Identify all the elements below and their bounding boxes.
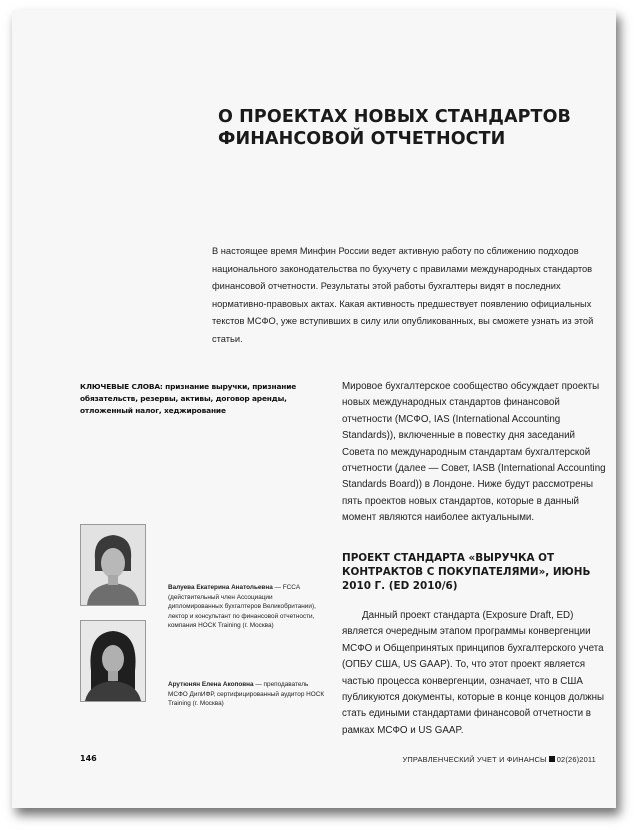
footer-journal [403,755,596,764]
issue-number: 02(26)2011 [556,755,596,764]
author-name-1: Валуева Екатерина Анатольевна [168,584,273,591]
author-photo-2 [80,620,146,702]
author-bio-1: — FCCA (действительный член Ассоциации дипломированных бухгалтеров Великобритании), лектор и консультант по финансовой отчетности, компания НОСК Training (г. Москва) [168,584,316,630]
author-photo-1 [80,524,146,606]
keywords: КЛЮЧЕВЫЕ СЛОВА: признание выручки, признание обязательств, резервы, активы, договор аренды, отложенный налог, хеджирование [80,382,297,415]
article-title-line-2: ФИНАНСОВОЙ ОТЧЕТНОСТИ [218,129,506,149]
intro-paragraph: Мировое бухгалтерское сообщество обсуждает проекты новых международных стандартов финансовой отчетности (МСФО, IAS (International Accounting Standards)), включенные в повестку дня заседаний Совета по международным стандартам бухгалтерской отчетности (далее — Совет, IASB (International Accounting Standards Board)) в Лондоне. Ниже будут рассмотрены пять проектов новых стандартов, которые в данный момент являются наиболее актуальными. [342,381,606,524]
author-caption-1 [168,583,328,631]
article-title [218,106,578,150]
author-caption-2 [168,680,328,709]
article-lead: В настоящее время Минфин России ведет активную работу по сближению подходов национального законодательства по бухучету с правилами международных стандартов финансовой отчетности. Результаты этой работы бухгалтеры видят в последних нормативно-правовых актах. Какая активность предшествует появлению официальных текстов МСФО, уже вступивших в силу или опубликованных, вы сможете узнать из этой статьи. [212,246,594,344]
article-title-line-1: О ПРОЕКТАХ НОВЫХ СТАНДАРТОВ [218,107,571,127]
journal-page [12,10,616,808]
author-name-2: Арутюнян Елена Акоповна [168,681,254,688]
section-heading: ПРОЕКТ СТАНДАРТА «ВЫРУЧКА ОТ КОНТРАКТОВ С ПОКУПАТЕЛЯМИ», ИЮНЬ 2010 Г. (ED 2010/6) [342,552,591,592]
journal-name: УПРАВЛЕНЧЕСКИЙ УЧЕТ И ФИНАНСЫ [402,755,547,764]
author-bio-2: — преподаватель МСФО ДипИФР, сертифицированный аудитор НОСК Training (г. Москва) [168,681,325,708]
separator-square-icon [549,756,555,762]
section-paragraph: Данный проект стандарта (Exposure Draft, ED) является очередным этапом программы конвергенции МСФО и Общепринятых принципов бухгалтерского учета (ОПБУ США, US GAAP). То, что этот проект является частью процесса конвергенции, означает, что в США публикуются документы, которые в конце концов должны стать едиными стандартами финансовой отчетности в рамках МСФО и US GAAP. [342,610,605,736]
page-number: 146 [80,754,97,763]
